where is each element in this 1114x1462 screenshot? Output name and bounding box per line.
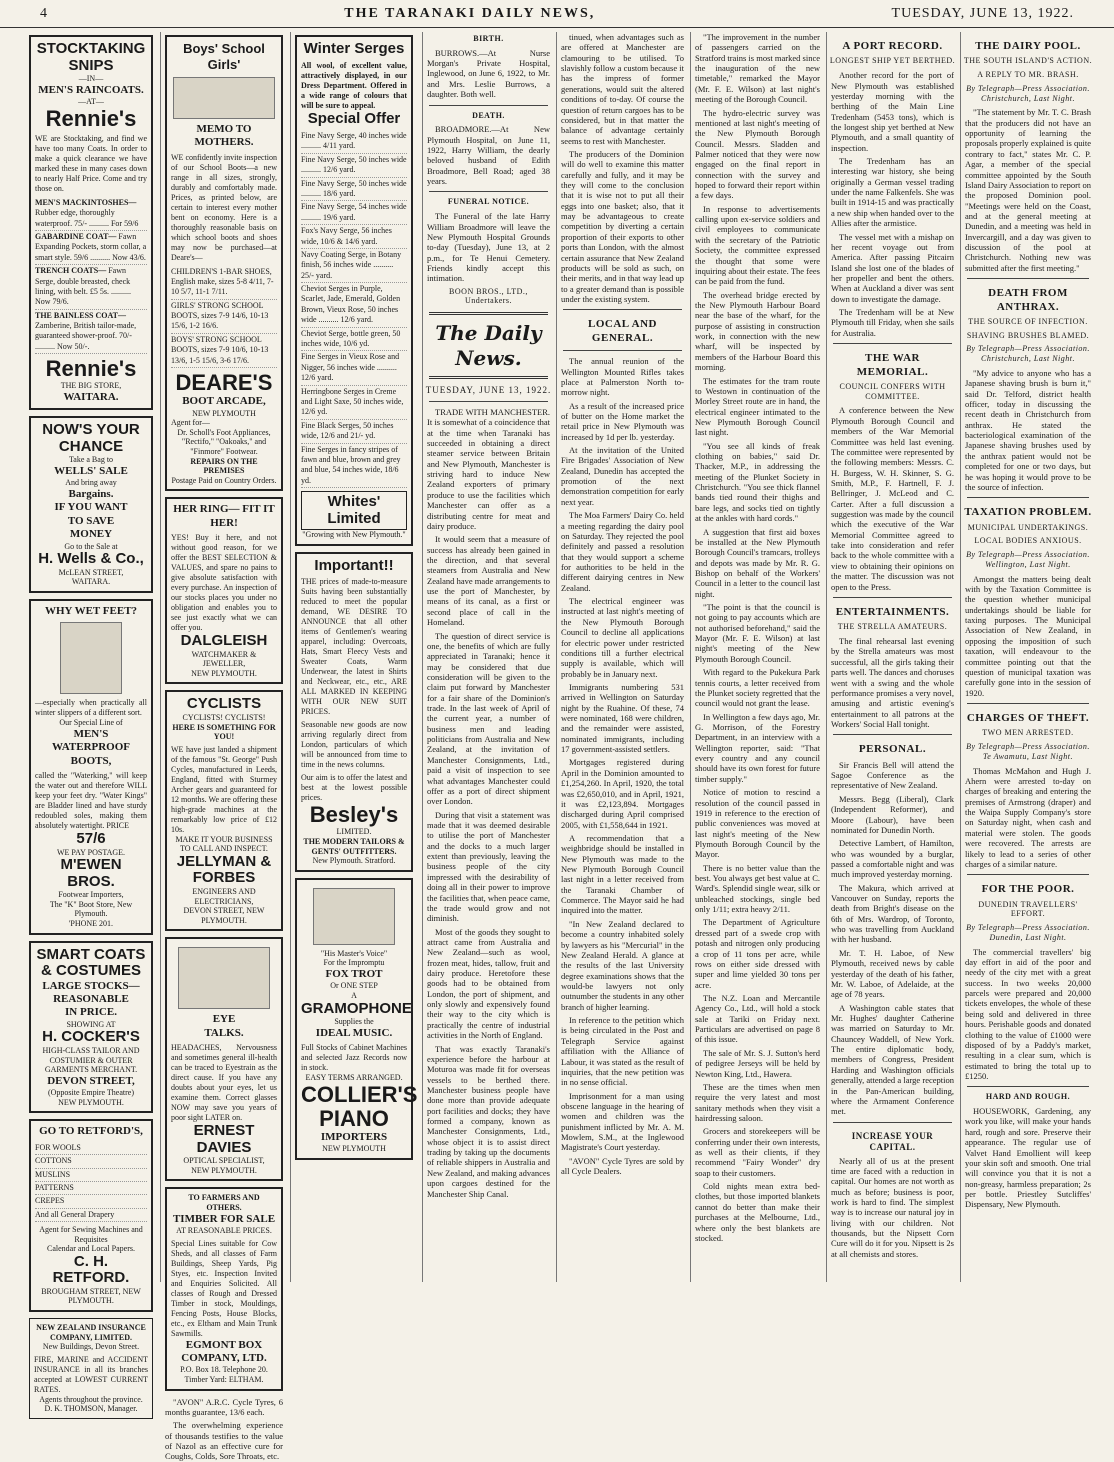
insurance-address: New Buildings, Devon Street. [42, 1342, 140, 1352]
divider [563, 309, 682, 310]
theft-text: Thomas McMahon and Hugh J. Ahern were arrested to-day on charges of breaking and entering the premises of Armstrong (draper) and the Waipa Supply Company's store on Saturday night, when cash and material were stolen. The goods were recovered. The arrests are likely to lead to a series of other charges of a similar nature. [965, 765, 1091, 869]
wells-line-6: Bargains. [68, 488, 114, 501]
theft-byline: By Telegraph—Press Association. Te Awamutu, Last Night. [966, 742, 1090, 761]
editorial-paragraph: Most of the goods they sought to attract came from Australia and New Zealand—such as wool, frozen meat, hides, tallow, fruit and dairy produce. Heretofore these goods had to be obtained from London, the port of shipment, and only slowly and expensively found their way to the city which is practically the centre of industrial activities in the North of England. [427, 926, 550, 1041]
poor-sub: DUNEDIN TRAVELLERS' EFFORT. [978, 899, 1078, 919]
local-item: With regard to the Pukekura Park tennis courts, a letter received from the Plunket society regretted that the council would not grant the lease. [695, 667, 820, 709]
whites-items [301, 130, 407, 488]
dalgleish-advert [165, 497, 283, 684]
local-item: At the invitation of the United Fire Brigades' Association of New Zealand, Dunedin has accepted the promotion of the next demonstration competition for early next year. [561, 445, 684, 507]
dairy-pool-sub: THE SOUTH ISLAND'S ACTION. [963, 56, 1093, 66]
davies-name: ERNEST DAVIES [193, 1122, 255, 1156]
war-memorial-text: A conference between the New Plymouth Borough Council and members of the War Memorial Committee was held last evening. The committee were represented by the following members: Messrs. C. H. Burgess, W. H. Skinner, S. G. Smith, M.P., F. Hartnell, F. J. Bellringer, J. McLeod and C. Carter. After a full discussion a suggestion was made by the council which the executive of the War Memorial Committee agreed to take into consideration and refer back to the whole committee with a view to obtaining their opinions on the matter. The discussion was not open to the Press. [831, 405, 954, 592]
hard-rough-text: HOUSEWORK, Gardening, any work you like, will make your hands hard, rough and sore. Preserve their appearance. The regular use of Valvet Hand Emollient will keep your skin soft and smooth. One trial will convince you that it is not a non-greasy, harmless preparation; 2s per bottle. Priestley Sutcliffes' Dispensary, New Plymouth. [965, 1106, 1091, 1210]
dalgleish-head: HER RING— FIT IT HER! [173, 503, 275, 529]
local-item: Immigrants numbering 531 arrived in Wellington on Saturday night by the Ruahine. Of these, 74 were nominated, 168 were children, and the remainder were assisted, nominated immigrants, including 17 government-assisted settlers. [561, 681, 684, 755]
egmont-timber: TIMBER FOR SALE [172, 1212, 276, 1225]
cocker-showing: SHOWING AT [66, 1019, 116, 1029]
serge-item: Fine Navy Serge, 54 inches wide .......... 19/6 yard. [301, 201, 407, 225]
rennie-item-1-text: Rubber edge, thoroughly waterproof. 75/- .......... For 59/6 [35, 208, 139, 228]
rennie-body: WE are Stocktaking, and find we have too many Coats. In order to make a quick clearance we have marked these in many cases down to nearly Half Price. Come and try those on. [35, 133, 147, 193]
serge-item: Fine Navy Serge, 40 inches wide .......... 4/11 yard. [301, 130, 407, 154]
divider [429, 105, 548, 106]
cycles-head: CYCLISTS [186, 695, 262, 713]
davies-body: HEADACHES, Nervousness and sometimes general ill-health can be traced to Eyestrain as the direct cause. If you have any doubts about your eyes, let us examine them. Correct glasses NOW may save you years of poor sight LATER on. [171, 1043, 277, 1123]
entertainments-text: The final rehearsal last evening by the Strella amateurs was most successful, all the girls taking their parts well. The dances and choruses went with a swing and the whole performance promises a very novel, amusing and artistic evening's entertainment to all patrons at the Workers' Social Hall tonight. [831, 636, 954, 729]
port-record-paragraph: The Tredenham has an interesting war history, she being originally a German vessel trading under the name Falkenfels. She was built in 1914-15 and was practically a new ship when handed over to the Allies after the armistice. [831, 156, 954, 229]
local-item: A recommendation that a weighbridge should be installed in New Plymouth was made to the New Plymouth Borough Council last night in a letter received from the Taranaki Chamber of Commerce. The Mayor said he had inquired into the matter. [561, 832, 684, 916]
besley-ltd: LIMITED. [336, 827, 372, 837]
local-item: In Wellington a few days ago, Mr. G. Morrison, of the Forestry Department, in an interview with a Wellington reporter, said: "That every country and any council should have its own forest for future timber supply." [695, 711, 820, 784]
editorial-dateline: TUESDAY, JUNE 13, 1922. [425, 385, 552, 395]
port-record-sub: LONGEST SHIP YET BERTHED. [829, 56, 956, 66]
serge-item: Cheviot Serges in Purple, Scarlet, Jade, Emerald, Golden Brown, Vieux Rose, 50 inches wide .......... 12/6 yard. [301, 283, 407, 328]
rennie-item-3: TRENCH COATS— [35, 266, 107, 276]
serge-item: Fine Serges in Vieux Rose and Nigger, 56 inches wide .......... 12/6 yard. [301, 351, 407, 385]
divider [429, 312, 548, 315]
deare-advert [165, 35, 283, 491]
retford-advert [29, 1119, 153, 1312]
divider [833, 597, 952, 598]
wells-advert [29, 416, 153, 593]
port-record-paragraph: The Tredenham will be at New Plymouth till Friday, when she sails for Australia. [831, 307, 954, 338]
local-item: "In New Zealand declared to become a country inhabited solely by lawyers as his "Mercurial" in the New Zealand Herald. A glance at the results of the last University degree examinations shows that the would-be lawyers not only outnumber the students in any other branch of higher learning. [561, 918, 684, 1012]
entertainments-sub: THE STRELLA AMATEURS. [837, 622, 948, 632]
wells-line-2: CHANCE [58, 437, 124, 455]
collier-advert [295, 878, 418, 1160]
local-item: Imprisonment for a man using obscene language in the hearing of women and children was the punishment inflicted by Mr. A. M. Mowlem, S.M., at the Inglewood Magistrate's Court yesterday. [561, 1090, 684, 1153]
gramophone-ideal: IDEAL MUSIC. [315, 1026, 393, 1039]
mewen-name: M'EWEN BROS. [60, 856, 122, 890]
cocker-street: DEVON STREET, [47, 1074, 135, 1087]
wells-line-8: TO SAVE [67, 514, 115, 527]
editorial-continued: The producers of the Dominion will do well to examine this matter carefully and fully, and it may be they will come to the conclusion that it is wise not to put all their eggs into one basket; also, that it may be advantageous to create competition by diverting a certain proportion of their exports to other ports than London, with the almost certain assurance that New Zealand products will be sold as such, on their merits, and in that way lead up to a greater demand than is possible under the existing system. [561, 148, 684, 304]
editorial-paragraph: It would seem that a measure of success has already been gained in the direction, and that several steamers from Australia and New Zealand have made arrangements to use the port of Manchester, by means of its canal, as a first or second place of call in the Homeland. [427, 534, 550, 628]
divider [833, 343, 952, 344]
local-item: There is no better value than the best. You always get best value at C. Ward's. Splendid single wear, silk or unbleached stockings, single bed only 1/11; extra heavy 2/11. [695, 862, 820, 915]
gramophone-or: Or ONE STEP [330, 981, 378, 991]
boots-illustration [173, 77, 275, 119]
dairy-pool-sub-2: A REPLY TO MR. BRASH. [977, 70, 1079, 80]
retford-street: BROUGHAM STREET, NEW PLYMOUTH. [41, 1286, 141, 1306]
collier-town: NEW PLYMOUTH [322, 1144, 386, 1154]
column-6 [690, 32, 824, 1282]
hmv-caption: "His Master's Voice" [320, 948, 388, 958]
dalgleish-name: DALGLEISH [180, 632, 268, 650]
insurance-name: NEW ZEALAND INSURANCE COMPANY, LIMITED. [36, 1323, 146, 1342]
cycles-body: WE have just landed a shipment of the famous "St. George" Push Cycles, manufactured in Leeds, England, fitted with Sturmey Archer gears and guaranteed for 12 months. We are offering these high-grade machines at the remarkably low price of £12 10s. [171, 744, 277, 834]
deare-name: DEARE'S [175, 370, 273, 396]
funeral-head: FUNERAL NOTICE. [447, 197, 530, 207]
local-item: The overhead bridge erected by the New Plymouth Harbour Board near the base of the wharf, for the purpose of assisting in construction work, in connection with the new wharf, will be inspected by members of the Harbour Board this morning. [695, 289, 820, 373]
wells-line-1: NOW'S YOUR [42, 421, 140, 439]
newspaper-title: THE TARANAKI DAILY NEWS, [344, 5, 596, 21]
personal-item: The Makura, which arrived at Vancouver on Sunday, reports the death from Bright's disease on the 6th of Mrs. Wardrop, of Toronto, who was travelling from Auckland with her husband. [831, 882, 954, 945]
divider [967, 278, 1089, 279]
collier-name: COLLIER'S [301, 1081, 418, 1107]
gramophone-name: GRAMOPHONE [301, 999, 412, 1017]
whites-title: Winter Serges [303, 40, 405, 57]
rennie-headline-2: SNIPS [68, 56, 114, 74]
divider [429, 401, 548, 402]
important-body: THE prices of made-to-measure Suits having been substantially reduced to meet the popular demand, WE DESIRE TO ANNOUNCE that all other items of Gentlemen's wearing apparel, including: Overcoats, Hats, Smart Fleecy Vests and Sweater Coats, Warm Underwear, the latest in Shirts and Neckwear, etc., etc., ARE ALL MARKED IN KEEPING WITH OUR NEW SUIT PRICES. [301, 577, 407, 717]
mewen-special: Our Special Line of [59, 718, 123, 728]
rennie-footer: Rennie's [45, 356, 137, 382]
gramophone-supplies: Supplies the [334, 1017, 374, 1027]
local-item: A suggestion that first aid boxes be installed at the New Plymouth Borough Council's tramcars, trolleys and depots was made by Mr. R. G. Bishop on behalf of the Workers' Council in a letter to the council last night. [695, 526, 820, 599]
retford-item: MUSLINS [35, 1169, 147, 1182]
column-4 [422, 32, 554, 1282]
rennie-in: —IN— [78, 74, 104, 83]
divider [967, 874, 1089, 875]
local-general-head: LOCAL AND GENERAL. [588, 318, 657, 344]
local-item: Cold nights mean extra bed-clothes, but those imported blankets cannot do better than make their purchases at the Melbourne, Ltd., where only the best blankets are stocked. [695, 1181, 820, 1243]
jellyman-trade: ENGINEERS AND ELECTRICIANS, [192, 886, 256, 906]
davies-town: NEW PLYMOUTH. [191, 1165, 257, 1175]
rennie-item-4-text: Zamberine, British tailor-made, guaranteed shower-proof. 70/- .......... Now 50/-. [35, 321, 137, 351]
deare-agent-3: "Finmore" Footwear. [190, 447, 258, 457]
insurance-manager: D. K. THOMSON, Manager. [44, 1404, 138, 1414]
retford-item: PATTERNS [35, 1182, 147, 1195]
rennie-store: THE BIG STORE, [60, 381, 122, 391]
poor-head: FOR THE POOR. [981, 883, 1075, 896]
retford-items [35, 1142, 147, 1222]
poor-text: The commercial travellers' big day effort in aid of the poor and needy of the city met with a great success. In two weeks 20,000 parcels were prepared and 20,000 tickets envelopes, the whole of these being sold and delivered in three hours. Perishable goods and donated clothing to the value of £1000 were disposed of by a Paddy's market, resulting in a clear sum, which is estimated to bring the total up to £1250. [965, 946, 1091, 1081]
rennie-at: —AT— [78, 97, 104, 106]
anthrax-byline: By Telegraph—Press Association. Christchurch, Last Night. [966, 344, 1090, 364]
wells-line-5: And bring away [65, 478, 117, 488]
davies-trade: OPTICAL SPECIALIST, [183, 1156, 265, 1166]
local-item: The Moa Farmers' Dairy Co. held a meeting regarding the dairy pool on Saturday. They rejected the pool definitely and passed a resolution that they would support a scheme for authorities to be held in the different dairying centres in New Zealand. [561, 510, 684, 593]
whites-intro: All wool, of excellent value, attractively displayed, in our Dress Department. Offered in a wide range of colours that will be sure to appeal. [301, 60, 407, 110]
masthead [0, 0, 1114, 28]
rennie-item-2-text: Fawn Expanding Pockets, storm collar, a smart style. 59/6 .......... Now 43/6. [35, 231, 147, 262]
wells-town: WAITARA. [71, 577, 111, 587]
insurance-text: FIRE, MARINE and ACCIDENT INSURANCE in all its branches accepted at LOWEST CURRENT RATES. [34, 1354, 148, 1394]
column-5 [556, 32, 688, 1282]
important-title: Important!! [314, 556, 394, 574]
local-item: Mortgages registered during April in the Dominion amounted to £1,254,260. In April, 1920, the total was £2,650,010, and in April, 1921, it was £2,123,894. Mortgages discharged during April comprised 2005, with £1,558,644 in 1921. [561, 757, 684, 830]
davies-talks: TALKS. [204, 1026, 244, 1039]
local-item: "AVON" Cycle Tyres are sold by all Cycle Dealers. [561, 1155, 684, 1177]
cocker-name: H. COCKER'S [42, 1028, 140, 1046]
cocker-line-1: SMART COATS [36, 945, 146, 963]
dairy-pool-byline: By Telegraph—Press Association. Christchurch, Last Night. [966, 83, 1090, 103]
wells-line-10: Go to the Sale at [64, 541, 118, 551]
whites-offer: Special Offer [307, 109, 401, 127]
editorial-paragraph: That was exactly Taranaki's experience before the harbour at Moturoa was made fit for overseas vessels to be berthed there. Manchester business people have done more than provide adequate port facilities and docks; they have formed a company, known as Manchester Consignments, Ltd., whose object it is to assist direct trading by taking up the documents of reliable shippers in Australia and New Zealand, and making advances upon cargoes destined for the Manchester Ship Canal. [427, 1043, 550, 1199]
mewen-postage: WE PAY POSTAGE. [56, 847, 126, 857]
births-head: BIRTH. [473, 34, 504, 43]
personal-item: Messrs. Begg (Liberal), Clark (Independent Reformer), and Moore (Labour), have been nominated for Dunedin North. [831, 793, 954, 835]
funeral-text: The Funeral of the late Harry William Broadmore will leave the New Plymouth Hospital Grounds to-day (Tuesday), June 13, at 2 p.m., for Te Henui Cemetery. Friends kindly accept this intimation. [427, 211, 550, 284]
retford-item: CREPES [35, 1195, 147, 1208]
wells-name: H. Wells & Co., [38, 550, 144, 568]
local-item: The Department of Agriculture dressed part of a swede crop with potash and nitrogen only producing a crop of 11 tons per acre, while rows on either side dressed with super and lime yielded 30 tons per acre. [695, 917, 820, 990]
hard-rough-head: HARD AND ROUGH. [985, 1092, 1071, 1102]
cycles-sub: CYCLISTS! CYCLISTS! [182, 712, 266, 722]
mewen-price: 57/6 [76, 830, 106, 848]
mewen-product: MEN'S WATERPROOF BOOTS, [51, 727, 131, 767]
local-item: The N.Z. Loan and Mercantile Agency Co., Ltd., will hold a stock sale at Tariki on Friday next. Particulars are advertised on page 8 of this issue. [695, 992, 820, 1045]
port-record-head: A PORT RECORD. [842, 40, 943, 52]
gramophone-for: For the Impromptu [323, 958, 385, 968]
cycles-sub-2: HERE IS SOMETHING FOR YOU! [172, 722, 276, 742]
cocker-trade: HIGH-CLASS TAILOR AND COSTUMIER & OUTER GARMENTS MERCHANT. [42, 1045, 140, 1075]
divider [833, 734, 952, 735]
deare-town: NEW PLYMOUTH [192, 408, 256, 418]
taxation-sub: MUNICIPAL UNDERTAKINGS. [967, 522, 1089, 532]
jellyman-street: DEVON STREET, NEW PLYMOUTH. [183, 906, 265, 925]
divider [967, 703, 1089, 704]
capital-head: INCREASE YOUR CAPITAL. [851, 1130, 934, 1152]
serge-item: Cheviot Serge, bottle green, 50 inches wide, 10/6 yd. [301, 328, 407, 352]
capital-text: Nearly all of us at the present time are faced with a reduction in capital. Our homes are not worth as much as before; business is poor, work is hard to find. The simplest way is to increase our natural joy in living with our children. Not thousands, but the Nipsett Corn Cure will do it for you. Nipsett is 2s at all chemists and stores. [831, 1155, 954, 1259]
important-body-3: Our aim is to offer the latest and best at the lowest possible prices. [301, 773, 407, 803]
dalgleish-trade: WATCHMAKER & JEWELLER, [191, 649, 257, 669]
personal-item: A Washington cable states that Mr. Hughes' daughter Catherine was married on Saturday to Mr. Chauncey Waddell, of New York. The entire diplomatic body, members of Congress, President Harding and Washington officials generally, attended a large reception in the Pan-American building, where the Armament Conference met. [831, 1002, 954, 1117]
davies-eye: EYE [212, 1013, 236, 1026]
serge-item: Fine Serges in fancy stripes of fawn and blue, brown and grey and blue, 54 inches wide, 18/6 yd. [301, 444, 407, 489]
besley-towns: New Plymouth. Stratford. [312, 856, 396, 866]
divider [833, 1122, 952, 1123]
port-record-paragraph: The vessel met with a mishap on her recent voyage out from America. After passing Pitcairn Island she lost one of the blades of her propeller and bent the others. When at Auckland a diver was sent down to investigate the damage. [831, 231, 954, 304]
mewen-desc: called the "Waterking," will keep the water out and therefore WILL keep your feet dry. "Water Kings" are Bladder lined and have sturdy redoubled soles, making them absolutely watertight. PRICE [35, 771, 147, 831]
local-item: As a result of the increased price of butter on the Home market the retail price in New Plymouth was increased by 1d per lb. yesterday. [561, 400, 684, 442]
retford-item: COTTONS [35, 1155, 147, 1168]
mewen-phone: 'PHONE 201. [68, 919, 114, 929]
rennie-items [35, 197, 147, 354]
deare-agent-1: Dr. Scholl's Foot Appliances, [177, 427, 271, 437]
divider [429, 376, 548, 379]
rennie-item-1: MEN'S MACKINTOSHES— [35, 197, 137, 207]
editorial-nameplate: The Daily News. [435, 321, 542, 370]
egmont-name: EGMONT BOX COMPANY, LTD. [181, 1338, 267, 1364]
mewen-text: —especially when practically all winter slippers of a different sort. [35, 698, 147, 718]
local-item: The sale of Mr. S. J. Sutton's herd of pedigree Jerseys will be held by Newton King, Ltd., Hawera. [695, 1047, 820, 1079]
boots-banner: Boys' School Girls' [183, 41, 265, 72]
cocker-town: NEW PLYMOUTH. [58, 1097, 124, 1107]
deare-name-2: BOOT ARCADE, [182, 395, 266, 408]
anthrax-text: "My advice to anyone who has a Japanese shaving brush is burn it," said Dr. Telford, district health officer, today in discussing the recent death in Christchurch from anthrax. He stated the bacteriological examination of the Japanese shaving brushes used by the anthrax patient would not be completed for one or two days, but he was hoping it would prove to be the source of infection. [965, 367, 1091, 492]
important-body-2: Seasonable new goods are now arriving regularly direct from London, particulars of which will be announced from time to time in the news columns. [301, 720, 407, 770]
collier-importers: IMPORTERS [320, 1131, 388, 1144]
retford-agent-2: Calendar and Local Papers. [47, 1244, 135, 1254]
local-item: The annual reunion of the Wellington Mounted Rifles takes place at Palmerston North to-morrow night. [561, 356, 684, 398]
retford-item: And all General Drapery [35, 1209, 147, 1222]
dalgleish-body: YES! Buy it here, and not without good reason, for we offer the BEST SELECTION & VALUES, and spare no pains to give absolute satisfaction with every purchase. An inspection of our stocks places you under no obligation and enables you to see just exactly what we can offer you. [171, 533, 277, 633]
whites-name: Whites' Limited [301, 491, 407, 530]
retford-head: GO TO RETFORD'S, [39, 1125, 143, 1138]
wells-street: McLEAN STREET, [58, 567, 124, 577]
whites-advert [295, 35, 413, 546]
deare-memo-head: MEMO TO MOTHERS. [194, 122, 254, 149]
mewen-head: WHY WET FEET? [44, 604, 138, 617]
local-item: "You see all kinds of freak clothing on babies," said Dr. Thacker, M.P., in addressing the meeting of the Plunket Society in Christchurch. "You see thick flannel bands tied round their thighs and bare legs, and socks tied on tightly at the ankles with hard cords." [695, 440, 820, 524]
gramophone-terms: EASY TERMS ARRANGED. [305, 1073, 403, 1083]
boot-figure-illustration [60, 622, 122, 694]
deare-agent-2: "Rectifo," "Oakoaks," and [181, 437, 267, 447]
rennie-item-4: THE BAINLESS COAT— [35, 310, 126, 320]
egmont-body: Special Lines suitable for Cow Sheds, and all classes of Farm Buildings, Sheep Yards, Pig Styes, etc. Inspection Invited and Enquiries Solicited. All classes of Rough and Dressed Timber in stock, Mouldings, Fencing Posts, House Blocks, etc., ex Eltham and Main Trunk Sawmills. [171, 1238, 277, 1338]
war-memorial-sub: COUNCIL CONFERS WITH COMMITTEE. [839, 381, 946, 401]
local-item: In response to advertisements calling upon ex-service soldiers and civil employees to communicate with the secretary of the Patriotic Society, the committee expressed the thought that some were inquiring about their estate. The fees can be paid from the fund. [695, 203, 820, 287]
poor-byline: By Telegraph—Press Association. Dunedin, Last Night. [966, 923, 1090, 942]
retford-name: C. H. RETFORD. [52, 1252, 130, 1287]
nazol-notice: The overwhelming experience of thousands testifies to the value of Nazol as an effective cure for Coughs, Colds, Sore Throats, etc. [165, 1420, 283, 1462]
theft-sub: TWO MEN ARRESTED. [982, 728, 1074, 738]
deare-repairs: REPAIRS ON THE PREMISES [190, 456, 258, 476]
editorial-paragraph: The question of direct service is one, the benefits of which are fully appreciated in Taranaki; hence it may be considered that due consideration will be given to the claim put forward by Manchester for a fair share of the Dominion's trade. In the last week of April of the current year, a number of business men and leading politicians from Australia and New Zealand, at the invitation of Manchester Consignments, Ltd., paid a visit of inspection to see what advantages Manchester could offer as a port of direct shipment over London. [427, 630, 550, 807]
rennie-name: Rennie's [45, 105, 137, 131]
rennie-town: WAITARA. [63, 391, 119, 404]
optician-portrait-illustration [178, 947, 270, 1009]
retford-item: FOR WOOLS [35, 1142, 147, 1155]
taxation-sub-2: LOCAL BODIES ANXIOUS. [974, 536, 1082, 546]
cocker-advert [29, 941, 153, 1114]
entertainments-head: ENTERTAINMENTS. [835, 605, 950, 618]
besley-trade: THE MODERN TAILORS & GENTS' OUTFITTERS. [303, 836, 405, 856]
jellyman-name: JELLYMAN & FORBES [176, 852, 272, 887]
gramophone-fox: FOX TROT [325, 967, 383, 980]
mewen-advert [29, 599, 153, 935]
editorial-paragraph: During that visit a statement was made that it was deemed desirable to utilise the port of Manchester and the docks to a much larger extent than previously, leaving the business people of the city impressed with the desirability of doing all in their power to improve the facilities that, when peace came, the trade would grow and not diminish. [427, 809, 550, 924]
death-text: BROADMORE.—At New Plymouth Hospital, on June 11, 1922, Harry William, the dearly beloved husband of Edith Broadmore, Bell Road; aged 38 years. [427, 124, 550, 187]
gramophone-a: A [351, 990, 357, 1000]
his-masters-voice-illustration [313, 888, 395, 945]
taxation-byline: By Telegraph—Press Association. Wellington, Last Night. [966, 550, 1090, 569]
mewen-address: The "K" Boot Store, New Plymouth. [49, 899, 133, 919]
personal-item: Detective Lambert, of Hamilton, who was wounded by a burglar, passed a comfortable night and was much improved yesterday morning. [831, 838, 954, 880]
anthrax-sub: THE SOURCE OF INFECTION. [968, 316, 1088, 326]
local-item: Grocers and storekeepers will be conferring under their own interests, as well as their clients, if they recommend "Fairy Wonder" dry soap to their customers. [695, 1126, 820, 1178]
rennie-item-2: GABARDINE COAT— [35, 231, 117, 241]
serge-item: Fine Navy Serge, 50 inches wide .......... 18/6 yard. [301, 178, 407, 202]
divider [429, 191, 548, 192]
rennie-headline-1: STOCKTAKING [36, 40, 146, 57]
dairy-pool-head: THE DAIRY POOL. [975, 40, 1081, 52]
undertakers: BOON BROS., LTD., Undertakers. [449, 286, 528, 306]
local-item: The hydro-electric survey was mentioned at last night's meeting of the New Plymouth Borough Council. Messrs. Sladden and Palmer noticed that they were now engaged on the final report in connection with the survey and hoped to forward their report within a few days. [695, 107, 820, 201]
anthrax-head: DEATH FROM ANTHRAX. [988, 287, 1068, 313]
taxation-text: Amongst the matters being dealt with by the Taxation Committee is the question whether municipal undertakings should be liable for taxing purposes. The Municipal Association of New Zealand, in opposing the imposition of such taxation, will endeavour to the committee pointing out that the question of municipal taxation was carefully gone into in the session of 1920. [965, 573, 1091, 698]
dairy-pool-text: "The statement by Mr. T. C. Brash that the producers did not have an opportunity of learning the proposals properly explained is quite contrary to fact," states Mr. C. P. Agar, a member of the special committee appointed by the South Island Dairy Association to report on the proposed Dominion pool. "Meetings were held on the Coast, and at the general meeting at Dunedin, and a meeting was held in Invercargill, and a day was given to discussion of the pool at Christchurch. Nothing new was submitted after the first meeting." [965, 107, 1091, 273]
egmont-prices: AT REASONABLE PRICES. [176, 1225, 272, 1235]
editorial-continued: tinued, when advantages such as are offered at Manchester are clamouring to be utilised. To slavishly follow a custom because it has the impress of former generations, would suit the altered conditions of to-day. Of course the question of return cargoes has to be considered, but in that matter the balance of advantage certainly seems to rest with Manchester. [561, 32, 684, 146]
deare-price-line: CHILDREN'S 1-BAR SHOES, English make, sizes 5-8 4/11, 7-10 5/7, 11-1 7/11. [171, 266, 277, 300]
besley-advert [295, 552, 413, 872]
death-head: DEATH. [472, 110, 505, 120]
personal-head: PERSONAL. [858, 743, 927, 756]
wells-line-4: WELLS' SALE [54, 465, 128, 478]
local-item: "The improvement in the number of passengers carried on the Stratford trains is most marked since the inauguration of the new timetable," remarked the Mayor (Mr. F. E. Wilson) at last night's meeting of the Borough Council. [695, 32, 820, 105]
davies-advert [165, 937, 283, 1181]
egmont-yard: Timber Yard: ELTHAM. [184, 1374, 264, 1384]
avon-notice: "AVON" A.R.C. Cycle Tyres, 6 months guarantee, 13/6 each. [165, 1396, 283, 1417]
egmont-advert [165, 1187, 283, 1390]
wells-line-3: Take a Bag to [68, 455, 114, 465]
theft-head: CHARGES OF THEFT. [966, 712, 1090, 724]
anthrax-sub-2: SHAVING BRUSHES BLAMED. [966, 330, 1090, 340]
rennie-advert [29, 35, 153, 410]
cycles-call: MAKE IT YOUR BUSINESS TO CALL AND INSPECT. [175, 834, 273, 854]
whites-slogan: "Growing with New Plymouth." [302, 530, 406, 540]
besley-name: Besley's [309, 802, 399, 828]
serge-item: Herringbone Serges in Creme and Light Saxe, 50 inches wide, 12/6 yd. [301, 386, 407, 420]
column-1 [25, 32, 157, 1414]
gramophone-stocks: Full Stocks of Cabinet Machines and selected Jazz Records now in stock. [301, 1043, 407, 1073]
collier-piano: PIANO [319, 1105, 389, 1131]
serge-item: Fine Navy Serge, 50 inches wide .......... 12/6 yard. [301, 154, 407, 178]
retford-agent-1: Agent for Sewing Machines and Requisites [39, 1225, 143, 1244]
serge-item: Navy Coating Serge, in Botany finish, 56 inches wide .......... 25/- yard. [301, 249, 407, 283]
local-item: The electrical engineer was instructed at last night's meeting of the New Plymouth Borough Council to decline all applications for electric power under restricted conditions till a further electrical supply is available, which will probably be in January next. [561, 596, 684, 679]
taxation-head: TAXATION PROBLEM. [964, 506, 1092, 519]
cocker-line-4: REASONABLE [53, 993, 129, 1006]
divider [563, 350, 682, 351]
deare-agent: Agent for— [171, 418, 210, 428]
wells-line-7: IF YOU WANT [54, 501, 128, 514]
deare-price-line: BOYS' STRONG SCHOOL BOOTS, sizes 7-9 10/6, 10-13 13/6, 1-5 15/6, 3-6 17/6. [171, 334, 277, 368]
cocker-line-5: IN PRICE. [65, 1006, 117, 1019]
deare-price-line: GIRLS' STRONG SCHOOL BOOTS, sizes 7-9 14/6, 10-13 15/6, 1-2 16/6. [171, 300, 277, 334]
cocker-line-2: & COSTUMES [40, 962, 141, 980]
insurance-advert [29, 1318, 153, 1419]
rennie-item-3-text: Fawn Serge, double breasted, check lining, with belt. £5 5s. .......... Now 79/6. [35, 266, 131, 307]
column-2 [160, 32, 287, 1462]
column-7 [826, 32, 958, 1282]
mewen-trade: Footwear Importers, [58, 890, 124, 900]
cocker-opposite: (Opposite Empire Theatre) [47, 1088, 135, 1098]
local-item: Notice of motion to rescind a resolution of the council passed in 1919 in reference to the erection of public conveniences was moved at last night's meeting of the New Plymouth Borough Council by the Mayor. [695, 787, 820, 860]
insurance-agent: Agents throughout the province. [39, 1394, 143, 1404]
editorial-paragraph: TRADE WITH MANCHESTER. It is somewhat of a coincidence that at the time when Taranaki has succeeded in obtaining a direct steamer service between Britain and New Plymouth, Manchester is striving hard to induce New Zealand exporters of primary produce to use the facilities which Manchester can offer as a distributing centre for meat and dairy produce. [427, 406, 550, 531]
cocker-line-3: LARGE STOCKS— [42, 979, 140, 992]
local-item: "The point is that the council is not going to pay accounts which are not authorised beforehand," said the Mayor (Mr. F. E. Wilson) at last night's meeting of the New Plymouth Borough Council. [695, 602, 820, 664]
column-3 [290, 32, 417, 1282]
local-item: In reference to the petition which is being circulated in the Post and Telegraph Service against affiliation with the Alliance of Labour, it was stated as the result of inquiries, that the new petition was in no sense official. [561, 1015, 684, 1088]
deare-prices [171, 266, 277, 369]
deare-body: WE confidently invite inspection of our School Boots—a new range in all sizes, strongly, durably and comfortably made. Prices, as printed below, are certain to interest every mother bent on economy. Here is a thoroughly reasonable basis on which school boots and shoes may now be purchased—at Deare's— [171, 152, 277, 262]
deare-postage: Postage Paid on Country Orders. [171, 475, 277, 485]
rennie-headline-3: MEN'S RAINCOATS. [38, 83, 144, 96]
personal-item: Mr. T. H. Laboe, of New Plymouth, received news by cable yesterday of the death of his father, Mr. W. Laboe, of Adelaide, at the age of 78 years. [831, 947, 954, 1000]
column-8 [960, 32, 1095, 1282]
local-item: The estimates for the tram route to Westown in continuation of the Morley Street route are in hand, the electrical engineer intimated to the New Plymouth Borough Council last night. [695, 375, 820, 438]
dalgleish-town: NEW PLYMOUTH. [191, 668, 257, 678]
serge-item: Fox's Navy Serge, 56 inches wide, 10/6 & 14/6 yard. [301, 225, 407, 249]
port-record-paragraph: Another record for the port of New Plymouth was established yesterday morning with the berthing of the Main Line Tredenham (5453 tons), which is the longest ship yet berthed at New Plymouth, and a small quantity of inspection. [831, 70, 954, 153]
issue-date: TUESDAY, JUNE 13, 1922. [891, 5, 1074, 21]
personal-item: Sir Francis Bell will attend the Sagoe Conference as the representative of New Zealand. [831, 759, 954, 791]
page-number: 4 [40, 5, 48, 21]
births-text: BURROWS.—At Nurse Morgan's Private Hospital, Inglewood, on June 6, 1922, to Mr. and Mrs. Leslie Burrows, a daughter. Both well. [427, 47, 550, 100]
local-item: These are the times when men require the very latest and most sanitary methods when they visit a hairdressing saloon. [695, 1081, 820, 1123]
divider [967, 1086, 1089, 1087]
wells-line-9: MONEY [69, 528, 113, 541]
jellyman-advert [165, 690, 283, 931]
egmont-head: TO FARMERS AND OTHERS. [188, 1193, 260, 1212]
divider [967, 497, 1089, 498]
serge-item: Fine Black Serges, 50 inches wide, 12/6 and 21/- yd. [301, 420, 407, 444]
war-memorial-head: THE WAR MEMORIAL. [856, 352, 929, 378]
egmont-po: P.O. Box 18. Telephone 20. [180, 1365, 268, 1375]
